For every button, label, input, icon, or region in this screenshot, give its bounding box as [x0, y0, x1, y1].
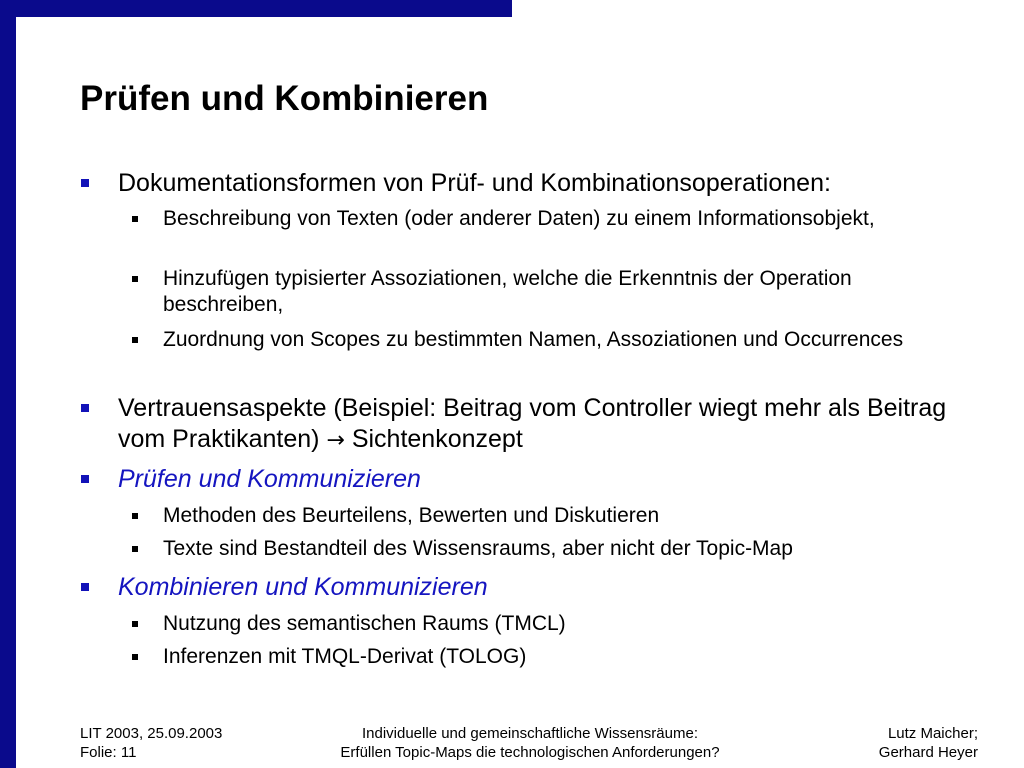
- subbullet-text: Inferenzen mit TMQL-Derivat (TOLOG): [163, 645, 527, 668]
- footer-left: [80, 724, 222, 762]
- subbullet-text: Beschreibung von Texten (oder anderer Daten) zu einem Informationsobjekt,: [163, 207, 875, 230]
- square-bullet-icon: [132, 337, 138, 343]
- square-bullet-icon: [132, 276, 138, 282]
- subbullet-beschreibung: [163, 206, 973, 232]
- footer-right: [879, 724, 978, 762]
- footer-topic-line1: Individuelle und gemeinschaftliche Wissensräume:: [361, 725, 698, 742]
- subbullet-hinzufuegen: [163, 266, 973, 318]
- footer-author1: Lutz Maicher;: [887, 725, 978, 742]
- bullet-pruefen-kommunizieren: [118, 464, 998, 495]
- subbullet-inferenzen: [163, 644, 973, 670]
- footer-slide-number: Folie: 11: [80, 744, 137, 761]
- bullet-vertrauensaspekte: [118, 393, 998, 456]
- square-bullet-icon: [132, 216, 138, 222]
- subbullet-nutzung: [163, 611, 973, 637]
- square-bullet-icon: [132, 654, 138, 660]
- square-bullet-icon: [132, 621, 138, 627]
- subbullet-text: Zuordnung von Scopes zu bestimmten Namen, Assoziationen und Occurrences: [163, 328, 904, 351]
- subbullet-methoden: [163, 503, 973, 529]
- bullet-text-after-arrow: Sichtenkonzept: [351, 425, 523, 453]
- footer-event-date: LIT 2003, 25.09.2003: [80, 725, 223, 742]
- slide-title: Prüfen und Kombinieren: [80, 79, 489, 118]
- subbullet-text: Methoden des Beurteilens, Bewerten und Diskutieren: [163, 504, 660, 527]
- square-bullet-icon: [81, 475, 89, 483]
- square-bullet-icon: [81, 583, 89, 591]
- right-arrow-icon: →: [326, 428, 345, 453]
- square-bullet-icon: [132, 546, 138, 552]
- square-bullet-icon: [81, 179, 89, 187]
- footer-topic-line2: Erfüllen Topic-Maps die technologischen Anforderungen?: [340, 744, 720, 761]
- bullet-kombinieren-kommunizieren: [118, 572, 998, 603]
- subbullet-text: Nutzung des semantischen Raums (TMCL): [163, 612, 566, 635]
- bullet-text: Prüfen und Kommunizieren: [118, 465, 421, 493]
- bullet-text: Vertrauensaspekte (Beispiel: Beitrag vom Controller wiegt mehr als Beitrag vom Praktikanten): [118, 394, 947, 453]
- square-bullet-icon: [81, 404, 89, 412]
- bullet-text: Kombinieren und Kommunizieren: [118, 573, 488, 601]
- bullet-dokumentationsformen: [118, 168, 998, 199]
- subbullet-zuordnung: [163, 327, 973, 353]
- footer-center: [280, 724, 780, 762]
- subbullet-text: Texte sind Bestandteil des Wissensraums, aber nicht der Topic-Map: [163, 537, 793, 560]
- square-bullet-icon: [132, 513, 138, 519]
- footer-author2: Gerhard Heyer: [878, 744, 978, 761]
- subbullet-texte: [163, 536, 973, 562]
- bullet-text: Dokumentationsformen von Prüf- und Kombinationsoperationen:: [118, 169, 831, 197]
- subbullet-text: Hinzufügen typisierter Assoziationen, welche die Erkenntnis der Operation beschreiben,: [163, 267, 852, 316]
